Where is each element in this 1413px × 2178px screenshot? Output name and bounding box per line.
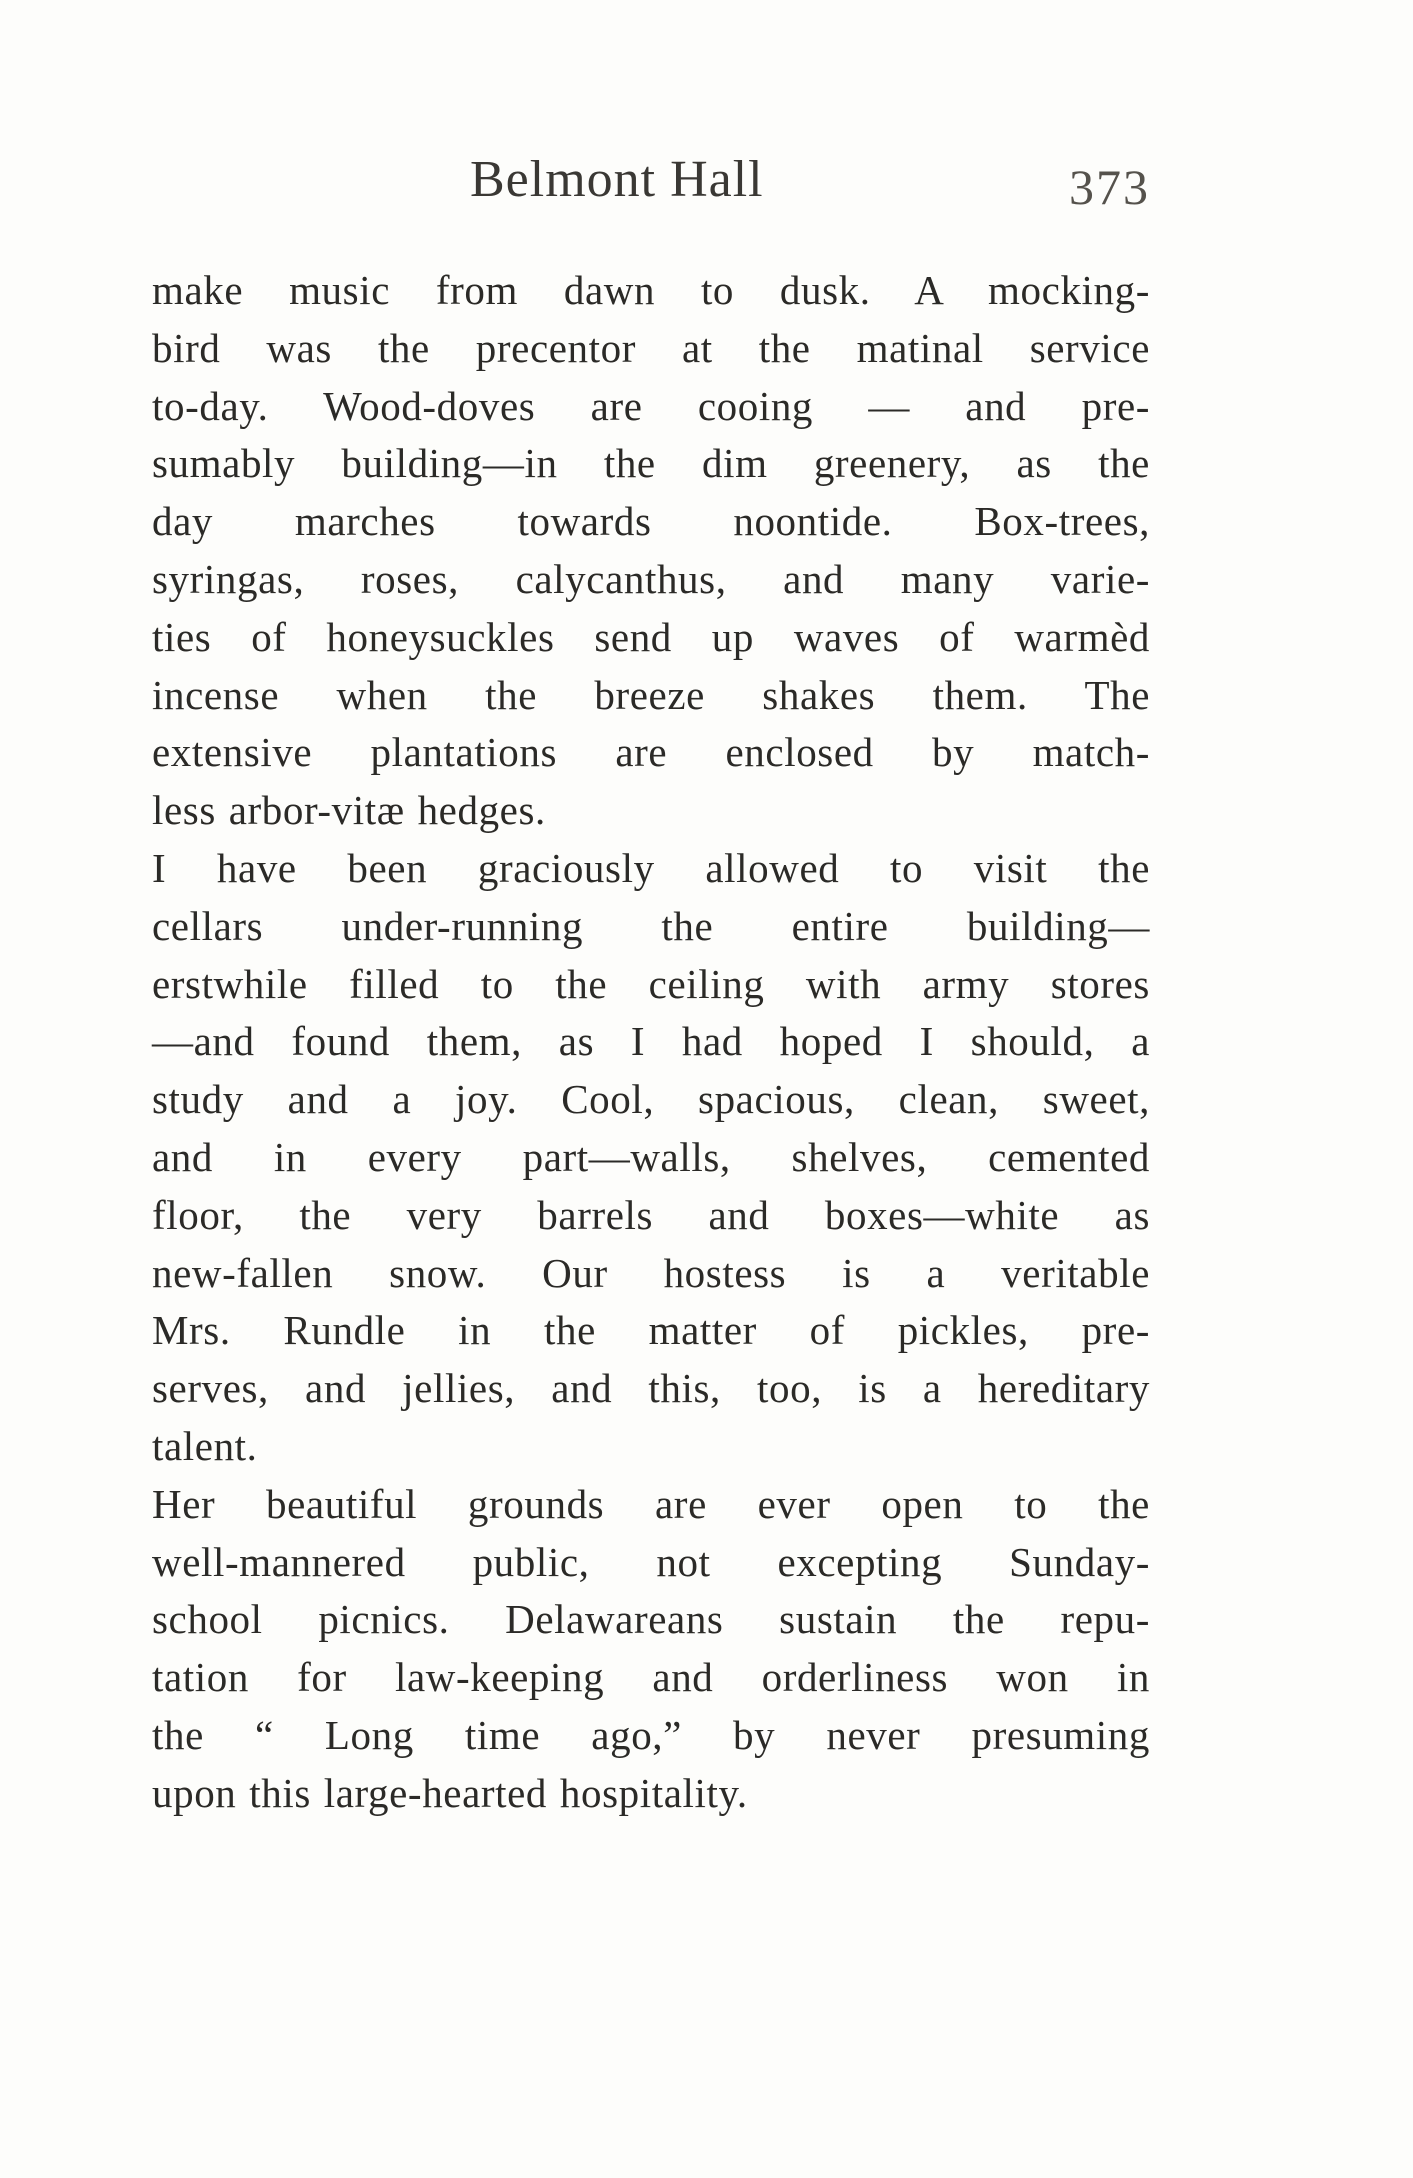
text-line: floor, the very barrels and boxes—white as [152,1191,1150,1238]
text-line: the “ Long time ago,” by never presuming [152,1711,1150,1758]
paragraph-2 [152,840,1150,1476]
text-line: incense when the breeze shakes them. The [152,671,1150,718]
text-line: well-mannered public, not excepting Sunday- [152,1538,1150,1585]
text-line: cellars under-running the entire building— [152,902,1150,949]
text-line: tation for law-keeping and orderliness won in [152,1654,1150,1701]
text-line: ties of honeysuckles send up waves of warmèd [152,613,1150,660]
text-line: sumably building—in the dim greenery, as the [152,440,1150,487]
running-head [150,150,1150,220]
body-text [152,262,1150,1823]
text-line: —and found them, as I had hoped I should, a [152,1018,1150,1065]
text-line: day marches towards noontide. Box-trees, [152,498,1150,545]
text-line: upon this large-hearted hospitality. [152,1769,748,1816]
text-line: erstwhile filled to the ceiling with army stores [152,960,1150,1007]
text-line: syringas, roses, calycanthus, and many varie- [152,555,1150,602]
text-line: Her beautiful grounds are ever open to the [152,1480,1150,1527]
paragraph-1 [152,262,1150,840]
text-line: I have been graciously allowed to visit the [152,844,1150,891]
text-line: to-day. Wood-doves are cooing — and pre- [152,382,1150,429]
text-line: bird was the precentor at the matinal service [152,324,1150,371]
text-line: school picnics. Delawareans sustain the repu- [152,1596,1150,1643]
text-line: and in every part—walls, shelves, cemented [152,1133,1150,1180]
text-line: less arbor-vitæ hedges. [152,787,546,834]
page-number: 373 [1069,159,1150,215]
text-line: serves, and jellies, and this, too, is a hereditary [152,1365,1150,1412]
text-line: talent. [152,1422,258,1469]
text-line: new-fallen snow. Our hostess is a veritable [152,1249,1150,1296]
text-line: make music from dawn to dusk. A mocking- [152,267,1150,313]
text-line: extensive plantations are enclosed by match- [152,729,1150,776]
text-line: study and a joy. Cool, spacious, clean, sweet, [152,1076,1150,1123]
running-title: Belmont Hall [470,151,764,208]
text-line: Mrs. Rundle in the matter of pickles, pre- [152,1307,1150,1354]
paragraph-3 [152,1476,1150,1823]
